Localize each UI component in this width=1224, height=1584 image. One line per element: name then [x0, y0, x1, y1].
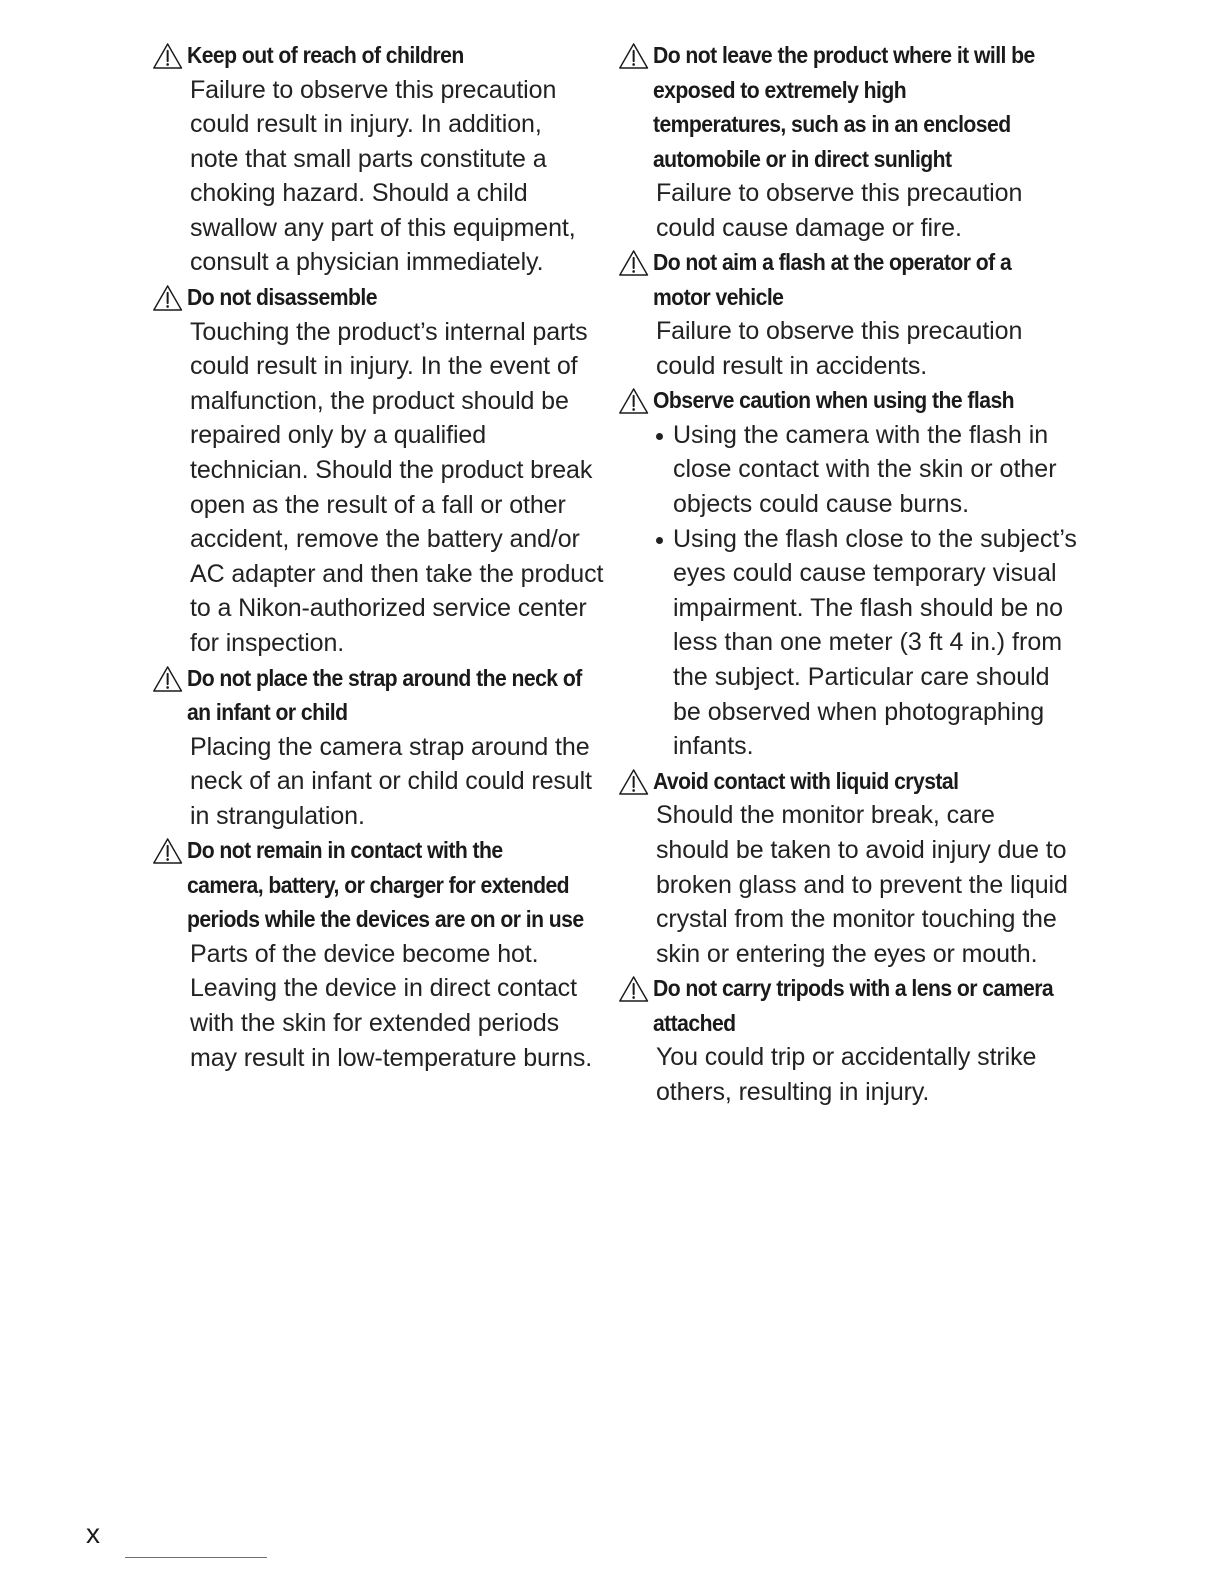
warning-body-line: consult a physician immediately. [190, 248, 544, 277]
warning-section [152, 661, 612, 834]
warning-title-text [653, 764, 1069, 799]
warning-title-text [187, 661, 603, 730]
warning-title-line: Do not remain in contact with the [186, 837, 503, 864]
warning-title-line: periods while the devices are on or in use [186, 906, 584, 933]
warning-triangle-icon [152, 280, 187, 314]
warning-body [190, 730, 612, 834]
warning-triangle-icon [618, 383, 653, 417]
warning-triangle-icon [618, 38, 653, 72]
warning-title-text [653, 383, 1069, 418]
bullet-dot-icon [656, 537, 663, 544]
warning-title-line: Do not carry tripods with a lens or camera [652, 975, 1054, 1002]
warning-body-line: with the skin for extended periods [190, 1008, 560, 1037]
warning-body [656, 314, 1088, 383]
warning-body-line: crystal from the monitor touching the [656, 905, 1057, 934]
warning-section [618, 383, 1088, 763]
warning-title-line: an infant or child [186, 699, 348, 725]
warning-body-line: may result in low-temperature burns. [190, 1043, 593, 1072]
footer-rule [125, 1557, 267, 1558]
warning-section [618, 245, 1088, 383]
warning-body-line: in strangulation. [190, 801, 365, 830]
warning-section [618, 764, 1088, 971]
warning-body-line: others, resulting in injury. [656, 1077, 930, 1106]
bullet-line: Using the flash close to the subject’s [673, 524, 1077, 553]
warning-body-line: repaired only by a qualified [190, 421, 487, 450]
bullet-dot-icon [656, 433, 663, 440]
warning-section [618, 38, 1088, 245]
warning-title-line: automobile or in direct sunlight [652, 145, 952, 172]
warning-body-line: You could trip or accidentally strike [656, 1043, 1037, 1072]
left-column [152, 38, 612, 1075]
warning-body-line: to a Nikon-authorized service center [190, 594, 587, 623]
warning-body-line: for inspection. [190, 628, 345, 657]
warning-title-line: Keep out of reach of children [186, 42, 464, 68]
bullet-line: Using the camera with the flash in [673, 420, 1049, 449]
warning-body [190, 937, 612, 1075]
warning-title-line: motor vehicle [652, 283, 784, 310]
warning-triangle-icon [152, 661, 187, 695]
warning-body-line: swallow any part of this equipment, [190, 213, 576, 242]
warning-body-line: Failure to observe this precaution [190, 75, 557, 104]
warning-title-line: temperatures, such as in an enclosed [652, 111, 1011, 137]
warning-title-line: Do not aim a flash at the operator of a [652, 249, 1012, 276]
warning-title-text [187, 833, 603, 937]
bullet-line: close contact with the skin or other [673, 455, 1057, 484]
warning-title [618, 764, 1069, 799]
warning-title [618, 245, 1069, 314]
warning-title-line: Avoid contact with liquid crystal [652, 767, 959, 794]
warning-title [618, 383, 1069, 418]
warning-body [656, 798, 1088, 971]
warning-body-line: Failure to observe this precaution [656, 179, 1023, 207]
bullet-line: the subject. Particular care should [673, 663, 1050, 692]
warning-body-line: Touching the product’s internal parts [190, 317, 588, 346]
warning-title-line: Do not place the strap around the neck of [186, 664, 582, 691]
warning-body-line: broken glass and to prevent the liquid [656, 870, 1068, 899]
warning-title-line: Do not leave the product where it will be [652, 42, 1035, 68]
warning-triangle-icon [152, 833, 187, 867]
warning-body [190, 315, 612, 661]
warning-triangle-icon [618, 245, 653, 279]
warning-triangle-icon [618, 764, 653, 798]
bullet-line: eyes could cause temporary visual [673, 559, 1057, 588]
warning-body-line: technician. Should the product break [190, 455, 593, 484]
warning-title-text [653, 971, 1069, 1040]
warning-triangle-icon [618, 971, 653, 1005]
warning-title-text [187, 38, 603, 73]
warning-body-line: note that small parts constitute a [190, 144, 547, 173]
warning-section [152, 38, 612, 280]
warning-body-line: AC adapter and then take the product [190, 559, 604, 588]
warning-body-line: could result in accidents. [656, 351, 928, 380]
warning-triangle-icon [152, 38, 187, 72]
warning-title [152, 833, 603, 937]
warning-title [152, 280, 603, 315]
warning-body-line: Placing the camera strap around the [190, 732, 590, 761]
warning-title [152, 661, 603, 730]
right-column [618, 38, 1088, 1109]
warning-body-line: Leaving the device in direct contact [190, 974, 577, 1003]
warning-section [618, 971, 1088, 1109]
warning-title-line: camera, battery, or charger for extended [186, 871, 570, 898]
warning-body-line: Parts of the device become hot. [190, 939, 539, 968]
page-number: x [86, 1518, 100, 1549]
bullet-item [656, 418, 1088, 522]
bullet-item [656, 522, 1088, 764]
bullet-line: impairment. The flash should be no [673, 593, 1064, 622]
bullet-line: infants. [673, 732, 754, 761]
warning-title-line: Do not disassemble [186, 284, 377, 311]
warning-body-line: skin or entering the eyes or mouth. [656, 939, 1038, 968]
bullet-list [656, 418, 1088, 764]
warning-body-line: should be taken to avoid injury due to [656, 835, 1067, 864]
bullet-line: less than one meter (3 ft 4 in.) from [673, 628, 1063, 657]
warning-title-text [653, 38, 1069, 176]
warning-title-line: exposed to extremely high [652, 76, 907, 103]
bullet-line: be observed when photographing [673, 697, 1045, 726]
warning-title-line: attached [652, 1009, 736, 1036]
warning-body-line: malfunction, the product should be [190, 386, 569, 415]
warning-body-line: could cause damage or fire. [656, 213, 962, 242]
warning-body-line: Failure to observe this precaution [656, 317, 1023, 346]
warning-body-line: could result in injury. In addition, [190, 110, 542, 139]
warning-section [152, 833, 612, 1075]
warning-title [618, 971, 1069, 1040]
warning-body [656, 1040, 1088, 1109]
warning-title [618, 38, 1069, 176]
warning-title-line: Observe caution when using the flash [652, 387, 1015, 414]
warning-body-line: Should the monitor break, care [656, 801, 995, 830]
warning-body-line: open as the result of a fall or other [190, 490, 566, 519]
warning-title [152, 38, 603, 73]
bullet-line: objects could cause burns. [673, 490, 970, 519]
warning-title-text [187, 280, 603, 315]
warning-section [152, 280, 612, 660]
warning-body [656, 176, 1088, 245]
warning-body-line: neck of an infant or child could result [190, 767, 592, 796]
warning-body [190, 73, 612, 281]
warning-body-line: choking hazard. Should a child [190, 179, 528, 208]
warning-title-text [653, 245, 1069, 314]
warning-body-line: accident, remove the battery and/or [190, 525, 580, 554]
warning-body-line: could result in injury. In the event of [190, 352, 578, 381]
